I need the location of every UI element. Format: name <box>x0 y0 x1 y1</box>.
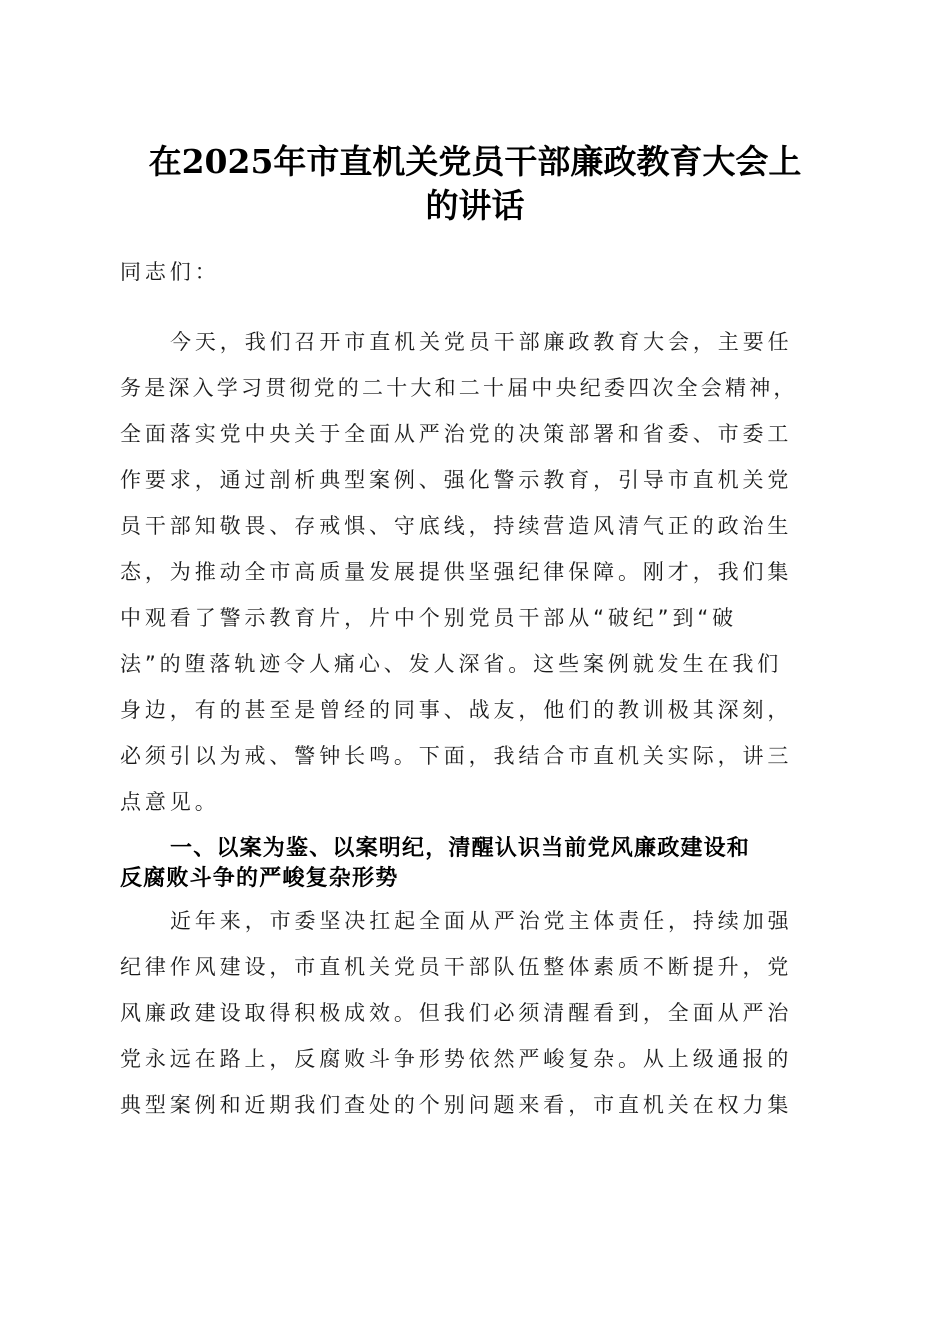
paragraph-2-line: 风廉政建设取得积极成效。但我们必须清醒看到，全面从严治 <box>120 1001 793 1025</box>
paragraph-1-line: 务是深入学习贯彻党的二十大和二十届中央纪委四次全会精神， <box>120 376 798 400</box>
paragraph-1-line: 全面落实党中央关于全面从严治党的决策部署和省委、市委工 <box>120 422 793 446</box>
paragraph-2-line: 典型案例和近期我们查处的个别问题来看，市直机关在权力集 <box>120 1093 793 1117</box>
document-title-line-1: 在2025年市直机关党员干部廉政教育大会上 <box>148 142 802 181</box>
document-title-line-2: 的讲话 <box>425 186 525 225</box>
paragraph-2-line: 党永远在路上，反腐败斗争形势依然严峻复杂。从上级通报的 <box>120 1047 793 1071</box>
paragraph-1-line: 法”的堕落轨迹令人痛心、发人深省。这些案例就发生在我们 <box>120 652 783 676</box>
section-1-heading-line: 一、以案为鉴、以案明纪，清醒认识当前党风廉政建设和 <box>170 836 751 861</box>
paragraph-1-line: 作要求，通过剖析典型案例、强化警示教育，引导市直机关党 <box>120 468 793 492</box>
salutation: 同志们： <box>120 260 220 284</box>
paragraph-1-line: 身边，有的甚至是曾经的同事、战友，他们的教训极其深刻， <box>120 698 793 722</box>
paragraph-1-line: 中观看了警示教育片，片中个别党员干部从“破纪”到“破 <box>120 606 738 630</box>
paragraph-1-line: 员干部知敬畏、存戒惧、守底线，持续营造风清气正的政治生 <box>120 514 793 538</box>
paragraph-1-line: 点意见。 <box>120 790 220 814</box>
section-1-heading-line: 反腐败斗争的严峻复杂形势 <box>120 866 399 891</box>
paragraph-1-line: 必须引以为戒、警钟长鸣。下面，我结合市直机关实际，讲三 <box>120 744 793 768</box>
paragraph-2-line: 近年来，市委坚决扛起全面从严治党主体责任，持续加强 <box>170 909 793 933</box>
paragraph-1-line: 态，为推动全市高质量发展提供坚强纪律保障。刚才，我们集 <box>120 560 793 584</box>
paragraph-2-line: 纪律作风建设，市直机关党员干部队伍整体素质不断提升，党 <box>120 955 793 979</box>
paragraph-1-line: 今天，我们召开市直机关党员干部廉政教育大会，主要任 <box>170 330 793 354</box>
